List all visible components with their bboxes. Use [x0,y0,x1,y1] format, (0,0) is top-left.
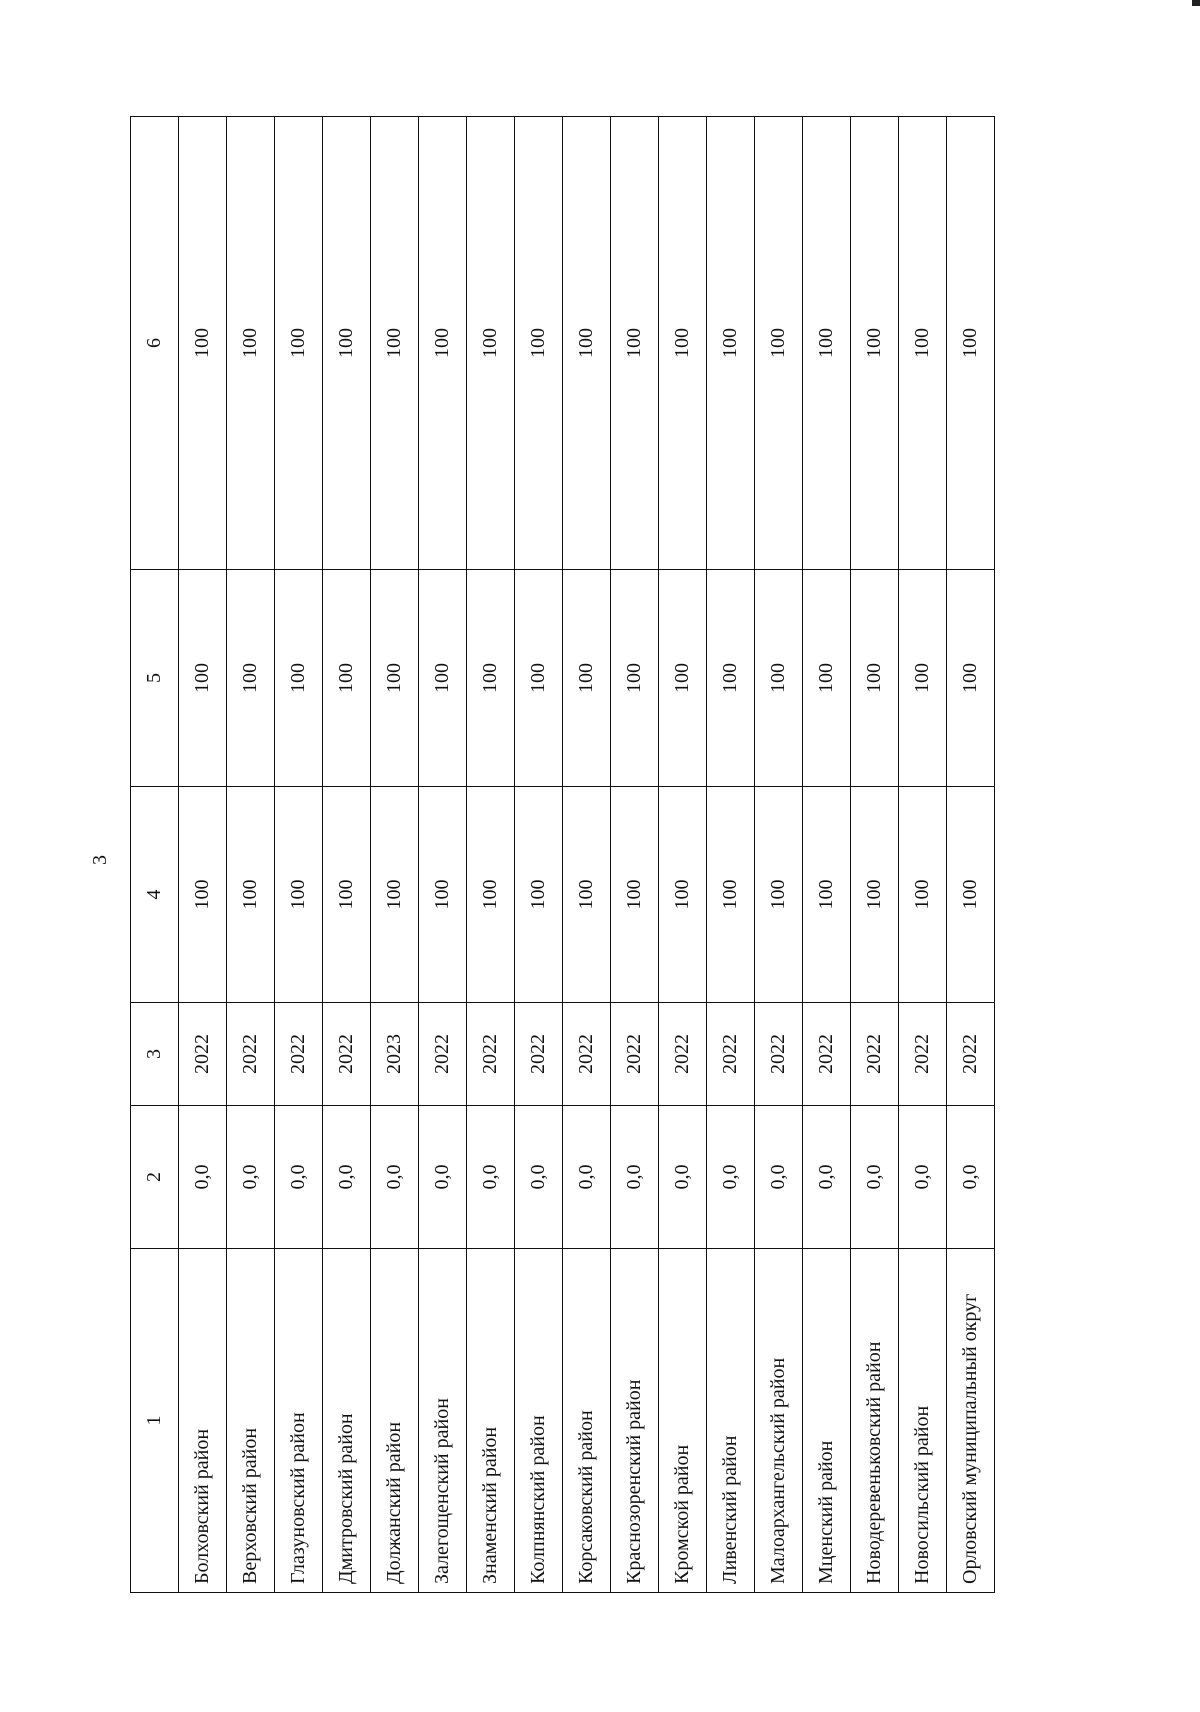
value-cell-col-3: 2022 [851,1003,899,1106]
value-cell-col-3: 2022 [755,1003,803,1106]
column-header: 5 [131,570,179,787]
value-cell-col-2: 0,0 [563,1106,611,1249]
district-name-cell: Кромской район [659,1249,707,1593]
value-cell-col-6: 100 [419,117,467,570]
value-cell-col-5: 100 [611,570,659,787]
value-cell-col-5: 100 [755,570,803,787]
value-cell-col-6: 100 [515,117,563,570]
district-name-cell: Мценский район [803,1249,851,1593]
table-row [179,117,227,1593]
value-cell-col-5: 100 [467,570,515,787]
value-cell-col-3: 2022 [179,1003,227,1106]
value-cell-col-6: 100 [323,117,371,570]
district-table [130,116,995,1593]
header-row [131,117,179,1593]
value-cell-col-5: 100 [659,570,707,787]
column-header: 3 [131,1003,179,1106]
value-cell-col-6: 100 [707,117,755,570]
value-cell-col-2: 0,0 [755,1106,803,1249]
district-name-cell: Верховский район [227,1249,275,1593]
district-name-cell: Новосильский район [899,1249,947,1593]
value-cell-col-4: 100 [323,787,371,1003]
value-cell-col-2: 0,0 [227,1106,275,1249]
table-row [611,117,659,1593]
district-name-cell: Корсаковский район [563,1249,611,1593]
value-cell-col-3: 2022 [659,1003,707,1106]
value-cell-col-2: 0,0 [803,1106,851,1249]
column-header: 4 [131,787,179,1003]
value-cell-col-4: 100 [227,787,275,1003]
table-row [515,117,563,1593]
value-cell-col-6: 100 [851,117,899,570]
value-cell-col-2: 0,0 [419,1106,467,1249]
value-cell-col-6: 100 [803,117,851,570]
table-row [467,117,515,1593]
value-cell-col-3: 2022 [707,1003,755,1106]
district-name-cell: Орловский муниципальный округ [947,1249,995,1593]
scan-corner-mark [1192,0,1200,6]
table-row [947,117,995,1593]
value-cell-col-3: 2022 [467,1003,515,1106]
value-cell-col-2: 0,0 [611,1106,659,1249]
district-name-cell: Болховский район [179,1249,227,1593]
value-cell-col-3: 2022 [227,1003,275,1106]
value-cell-col-2: 0,0 [467,1106,515,1249]
value-cell-col-3: 2022 [275,1003,323,1106]
value-cell-col-5: 100 [563,570,611,787]
value-cell-col-6: 100 [275,117,323,570]
value-cell-col-4: 100 [659,787,707,1003]
value-cell-col-6: 100 [227,117,275,570]
table-row [707,117,755,1593]
table-row [851,117,899,1593]
value-cell-col-4: 100 [563,787,611,1003]
value-cell-col-2: 0,0 [851,1106,899,1249]
value-cell-col-5: 100 [899,570,947,787]
table-row [755,117,803,1593]
district-name-cell: Новодеревеньковский район [851,1249,899,1593]
value-cell-col-6: 100 [371,117,419,570]
table-container [130,117,995,1593]
column-header: 2 [131,1106,179,1249]
district-name-cell: Ливенский район [707,1249,755,1593]
table-row [803,117,851,1593]
table-row [227,117,275,1593]
value-cell-col-4: 100 [803,787,851,1003]
value-cell-col-4: 100 [947,787,995,1003]
value-cell-col-5: 100 [803,570,851,787]
value-cell-col-4: 100 [179,787,227,1003]
value-cell-col-4: 100 [851,787,899,1003]
district-name-cell: Колпнянский район [515,1249,563,1593]
page-number: 3 [89,855,111,865]
value-cell-col-6: 100 [947,117,995,570]
table-row [371,117,419,1593]
value-cell-col-4: 100 [419,787,467,1003]
value-cell-col-6: 100 [899,117,947,570]
value-cell-col-3: 2022 [899,1003,947,1106]
value-cell-col-4: 100 [371,787,419,1003]
value-cell-col-3: 2022 [515,1003,563,1106]
table-body [179,117,995,1593]
table-row [563,117,611,1593]
value-cell-col-4: 100 [611,787,659,1003]
table-row [275,117,323,1593]
district-name-cell: Знаменский район [467,1249,515,1593]
value-cell-col-5: 100 [227,570,275,787]
value-cell-col-3: 2022 [611,1003,659,1106]
value-cell-col-3: 2022 [563,1003,611,1106]
column-header: 6 [131,117,179,570]
table-row [323,117,371,1593]
value-cell-col-5: 100 [371,570,419,787]
value-cell-col-6: 100 [611,117,659,570]
value-cell-col-2: 0,0 [947,1106,995,1249]
value-cell-col-4: 100 [275,787,323,1003]
value-cell-col-2: 0,0 [323,1106,371,1249]
value-cell-col-6: 100 [563,117,611,570]
district-name-cell: Глазуновский район [275,1249,323,1593]
table-row [899,117,947,1593]
value-cell-col-4: 100 [515,787,563,1003]
value-cell-col-6: 100 [467,117,515,570]
value-cell-col-5: 100 [851,570,899,787]
value-cell-col-6: 100 [755,117,803,570]
value-cell-col-5: 100 [179,570,227,787]
value-cell-col-4: 100 [467,787,515,1003]
value-cell-col-4: 100 [899,787,947,1003]
value-cell-col-3: 2022 [803,1003,851,1106]
value-cell-col-5: 100 [323,570,371,787]
value-cell-col-2: 0,0 [371,1106,419,1249]
value-cell-col-2: 0,0 [659,1106,707,1249]
value-cell-col-2: 0,0 [899,1106,947,1249]
value-cell-col-4: 100 [755,787,803,1003]
value-cell-col-4: 100 [707,787,755,1003]
value-cell-col-5: 100 [419,570,467,787]
value-cell-col-2: 0,0 [707,1106,755,1249]
value-cell-col-3: 2022 [419,1003,467,1106]
value-cell-col-5: 100 [947,570,995,787]
district-name-cell: Дмитровский район [323,1249,371,1593]
table-row [659,117,707,1593]
value-cell-col-2: 0,0 [179,1106,227,1249]
value-cell-col-2: 0,0 [275,1106,323,1249]
value-cell-col-5: 100 [707,570,755,787]
value-cell-col-6: 100 [179,117,227,570]
value-cell-col-5: 100 [275,570,323,787]
value-cell-col-2: 0,0 [515,1106,563,1249]
column-header: 1 [131,1249,179,1593]
district-name-cell: Должанский район [371,1249,419,1593]
value-cell-col-5: 100 [515,570,563,787]
value-cell-col-3: 2022 [947,1003,995,1106]
value-cell-col-3: 2023 [371,1003,419,1106]
value-cell-col-6: 100 [659,117,707,570]
district-name-cell: Краснозоренский район [611,1249,659,1593]
value-cell-col-3: 2022 [323,1003,371,1106]
table-row [419,117,467,1593]
district-name-cell: Малоархангельский район [755,1249,803,1593]
district-name-cell: Залегощенский район [419,1249,467,1593]
